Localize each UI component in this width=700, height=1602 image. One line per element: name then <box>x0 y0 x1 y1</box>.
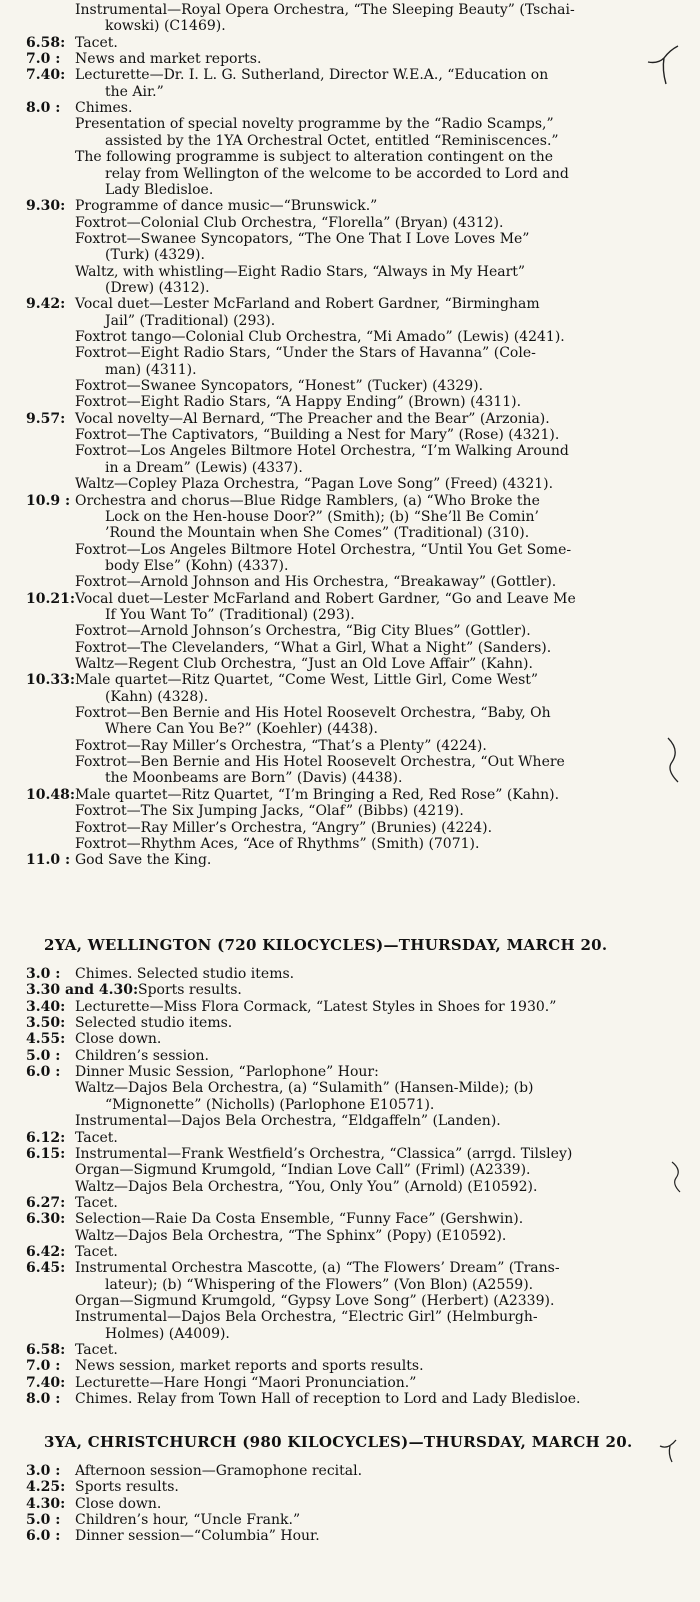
entry-line: Foxtrot—Swanee Syncopators, “The One That I Love Loves Me” <box>75 230 530 247</box>
entry-line: Foxtrot—Eight Radio Stars, “Under the Stars of Havanna” (Cole- <box>75 345 536 362</box>
entry-line: Foxtrot—Eight Radio Stars, “A Happy Ending” (Brown) (4311). <box>75 394 522 411</box>
entry-line: Foxtrot—Colonial Club Orchestra, “Florella” (Bryan) (4312). <box>75 214 504 231</box>
entry-line: Instrumental—Royal Opera Orchestra, “The Sleeping Beauty” (Tschai- <box>75 2 575 18</box>
entry-line: Organ—Sigmund Krumgold, “Indian Love Call” (Friml) (A2339). <box>75 1162 531 1179</box>
entry-line: Children’s hour, “Uncle Frank.” <box>75 1512 301 1529</box>
entry-line: Waltz, with whistling—Eight Radio Stars, “Always in My Heart” <box>75 263 526 280</box>
entry-time: 6.0 : <box>26 1064 61 1081</box>
entry-line: Tacet. <box>75 1194 118 1211</box>
entry-time: 10.33: <box>26 672 76 689</box>
entry-line: Dinner session—“Columbia” Hour. <box>75 1528 320 1545</box>
entry-line: Instrumental—Dajos Bela Orchestra, “Electric Girl” (Helmburgh- <box>75 1309 538 1326</box>
entry-line: Foxtrot—Ben Bernie and His Hotel Roosevelt Orchestra, “Baby, Oh <box>75 705 551 722</box>
entry-line: kowski) (C1469). <box>105 18 226 35</box>
pencil-tick-mark-2 <box>658 1436 682 1464</box>
entry-line: Organ—Sigmund Krumgold, “Gypsy Love Song” (Herbert) (A2339). <box>75 1293 555 1309</box>
entry-time: 10.21: <box>26 590 76 607</box>
entry-line: Foxtrot—Ray Miller’s Orchestra, “Angry” (Brunies) (4224). <box>75 819 493 836</box>
entry-time: 3.40: <box>26 998 66 1015</box>
entry-line: Orchestra and chorus—Blue Ridge Ramblers, (a) “Who Broke the <box>75 492 540 509</box>
entry-time: 5.0 : <box>26 1512 61 1529</box>
entry-line: Foxtrot—Los Angeles Biltmore Hotel Orchestra, “Until You Get Some- <box>75 541 572 558</box>
entry-time: 4.25: <box>26 1479 66 1496</box>
entry-line: man) (4311). <box>105 361 197 378</box>
entry-time: 6.15: <box>26 1145 66 1162</box>
entry-line: Chimes. Selected studio items. <box>75 966 295 982</box>
entry-line: Male quartet—Ritz Quartet, “Come West, Little Girl, Come West” <box>75 672 539 689</box>
entry-line: Close down. <box>75 1495 162 1512</box>
entry-time: 3.30 and 4.30: <box>26 982 139 999</box>
entry-line: Vocal duet—Lester McFarland and Robert Gardner, “Birmingham <box>75 296 540 313</box>
entry-time: 6.0 : <box>26 1528 61 1545</box>
entry-line: body Else” (Kohn) (4337). <box>105 557 289 574</box>
entry-line: (Drew) (4312). <box>105 279 210 296</box>
entry-line: Foxtrot—Arnold Johnson and His Orchestra, “Breakaway” (Gottler). <box>75 574 557 591</box>
entry-time: 7.0 : <box>26 51 61 68</box>
entry-line: Waltz—Dajos Bela Orchestra, “You, Only You” (Arnold) (E10592). <box>75 1178 538 1195</box>
entry-line: “Mignonette” (Nicholls) (Parlophone E10571). <box>105 1096 435 1113</box>
entry-line: Vocal duet—Lester McFarland and Robert Gardner, “Go and Leave Me <box>75 590 576 607</box>
entry-line: God Save the King. <box>75 852 212 869</box>
entry-line: Chimes. Relay from Town Hall of reception to Lord and Lady Bledisloe. <box>75 1391 581 1408</box>
entry-time: 6.58: <box>26 1342 66 1359</box>
entry-line: Lady Bledisloe. <box>105 181 214 198</box>
entry-time: 6.58: <box>26 34 66 51</box>
entry-line: assisted by the 1YA Orchestral Octet, entitled “Reminiscences.” <box>105 132 559 149</box>
entry-line: Instrumental—Frank Westfield’s Orchestra, “Classica” (arrgd. Tilsley) <box>75 1145 573 1162</box>
entry-line: Jail” (Traditional) (293). <box>105 312 276 329</box>
entry-time: 11.0 : <box>26 852 71 869</box>
entry-line: Sports results. <box>138 982 242 999</box>
entry-line: Where Can You Be?” (Koehler) (4438). <box>105 721 378 738</box>
entry-time: 3.0 : <box>26 1463 61 1479</box>
entry-line: (Kahn) (4328). <box>105 688 209 705</box>
entry-line: relay from Wellington of the welcome to be accorded to Lord and <box>105 165 569 182</box>
entry-line: Presentation of special novelty programme by the “Radio Scamps,” <box>75 116 554 133</box>
entry-line: Selected studio items. <box>75 1015 233 1032</box>
entry-line: Tacet. <box>75 1243 118 1260</box>
entry-line: Foxtrot tango—Colonial Club Orchestra, “Mi Amado” (Lewis) (4241). <box>75 329 565 345</box>
entry-line: Instrumental—Dajos Bela Orchestra, “Eldgaffeln” (Landen). <box>75 1113 501 1130</box>
entry-time: 8.0 : <box>26 100 61 117</box>
entry-line: Foxtrot—Ben Bernie and His Hotel Roosevelt Orchestra, “Out Where <box>75 754 565 771</box>
entry-line: Close down. <box>75 1031 162 1048</box>
entry-line: lateur); (b) “Whispering of the Flowers” (Von Blon) (A2559). <box>105 1276 534 1293</box>
entry-time: 3.50: <box>26 1015 66 1032</box>
entry-line: Tacet. <box>75 1342 118 1359</box>
entry-line: Vocal novelty—Al Bernard, “The Preacher and the Bear” (Arzonia). <box>75 410 550 427</box>
entry-time: 6.30: <box>26 1211 66 1228</box>
entry-time: 7.0 : <box>26 1358 61 1375</box>
entry-time: 5.0 : <box>26 1047 61 1064</box>
entry-time: 9.42: <box>26 296 66 313</box>
entry-line: Instrumental Orchestra Mascotte, (a) “The Flowers’ Dream” (Trans- <box>75 1260 560 1277</box>
entry-line: Waltz—Copley Plaza Orchestra, “Pagan Love Song” (Freed) (4321). <box>75 476 554 493</box>
entry-line: Lecturette—Dr. I. L. G. Sutherland, Director W.E.A., “Education on <box>75 67 549 84</box>
entry-line: Lecturette—Hare Hongi “Maori Pronunciation.” <box>75 1374 417 1391</box>
pencil-bracket-mark <box>664 736 686 784</box>
pencil-bracket-mark-2 <box>670 1160 686 1194</box>
entry-line: Waltz—Dajos Bela Orchestra, (a) “Sulamith” (Hansen-Milde); (b) <box>75 1080 534 1097</box>
entry-time: 7.40: <box>26 1374 66 1391</box>
entry-line: Foxtrot—Ray Miller’s Orchestra, “That’s a Plenty” (4224). <box>75 737 487 754</box>
entry-line: in a Dream” (Lewis) (4337). <box>105 459 303 476</box>
entry-line: Lecturette—Miss Flora Cormack, “Latest Styles in Shoes for 1930.” <box>75 998 557 1015</box>
entry-time: 6.27: <box>26 1194 66 1211</box>
entry-time: 10.48: <box>26 786 76 803</box>
entry-time: 7.40: <box>26 67 66 84</box>
entry-line: Male quartet—Ritz Quartet, “I’m Bringing a Red, Red Rose” (Kahn). <box>75 786 560 803</box>
entry-line: ’Round the Mountain when She Comes” (Traditional) (310). <box>105 525 530 542</box>
entry-time: 6.12: <box>26 1129 66 1146</box>
entry-line: Foxtrot—The Clevelanders, “What a Girl, What a Night” (Sanders). <box>75 639 552 656</box>
entry-line: Dinner Music Session, “Parlophone” Hour: <box>75 1064 379 1081</box>
section-heading: 3YA, CHRISTCHURCH (980 KILOCYCLES)—THURSDAY, MARCH 20. <box>44 1433 633 1451</box>
section-heading: 2YA, WELLINGTON (720 KILOCYCLES)—THURSDAY, MARCH 20. <box>44 936 608 954</box>
entry-line: News and market reports. <box>75 51 262 68</box>
entry-line: Foxtrot—The Captivators, “Building a Nest for Mary” (Rose) (4321). <box>75 427 560 444</box>
entry-line: Waltz—Regent Club Orchestra, “Just an Old Love Affair” (Kahn). <box>75 656 533 672</box>
entry-line: the Moonbeams are Born” (Davis) (4438). <box>105 770 403 787</box>
entry-line: Waltz—Dajos Bela Orchestra, “The Sphinx” (Popy) (E10592). <box>75 1227 507 1244</box>
entry-time: 3.0 : <box>26 966 61 982</box>
entry-line: Foxtrot—Rhythm Aces, “Ace of Rhythms” (Smith) (7071). <box>75 835 480 852</box>
entry-line: Tacet. <box>75 1129 118 1146</box>
entry-time: 9.57: <box>26 410 66 427</box>
entry-line: The following programme is subject to alteration contingent on the <box>75 149 554 166</box>
entry-line: Tacet. <box>75 34 118 51</box>
entry-line: the Air.” <box>105 83 164 100</box>
entry-time: 8.0 : <box>26 1391 61 1408</box>
entry-time: 4.30: <box>26 1495 66 1512</box>
entry-line: If You Want To” (Traditional) (293). <box>105 606 355 623</box>
entry-time: 4.55: <box>26 1031 66 1048</box>
pencil-tick-mark <box>644 40 684 90</box>
entry-time: 6.45: <box>26 1260 66 1277</box>
entry-line: Lock on the Hen-house Door?” (Smith); (b) “She’ll Be Comin’ <box>105 508 539 525</box>
entry-line: Sports results. <box>75 1479 179 1496</box>
entry-line: Afternoon session—Gramophone recital. <box>75 1463 363 1479</box>
entry-line: Chimes. <box>75 100 133 117</box>
entry-line: (Turk) (4329). <box>105 247 205 264</box>
entry-line: Children’s session. <box>75 1047 209 1064</box>
entry-time: 6.42: <box>26 1243 66 1260</box>
entry-line: Holmes) (A4009). <box>105 1325 230 1342</box>
entry-time: 10.9 : <box>26 492 71 509</box>
entry-line: Foxtrot—Swanee Syncopators, “Honest” (Tucker) (4329). <box>75 378 484 395</box>
entry-line: Foxtrot—Los Angeles Biltmore Hotel Orchestra, “I’m Walking Around <box>75 443 569 460</box>
entry-line: Selection—Raie Da Costa Ensemble, “Funny Face” (Gershwin). <box>75 1211 524 1228</box>
entry-time: 9.30: <box>26 198 66 215</box>
entry-line: News session, market reports and sports results. <box>75 1358 424 1375</box>
entry-line: Foxtrot—The Six Jumping Jacks, “Olaf” (Bibbs) (4219). <box>75 803 464 820</box>
entry-line: Foxtrot—Arnold Johnson’s Orchestra, “Big City Blues” (Gottler). <box>75 623 531 640</box>
entry-line: Programme of dance music—“Brunswick.” <box>75 198 378 215</box>
